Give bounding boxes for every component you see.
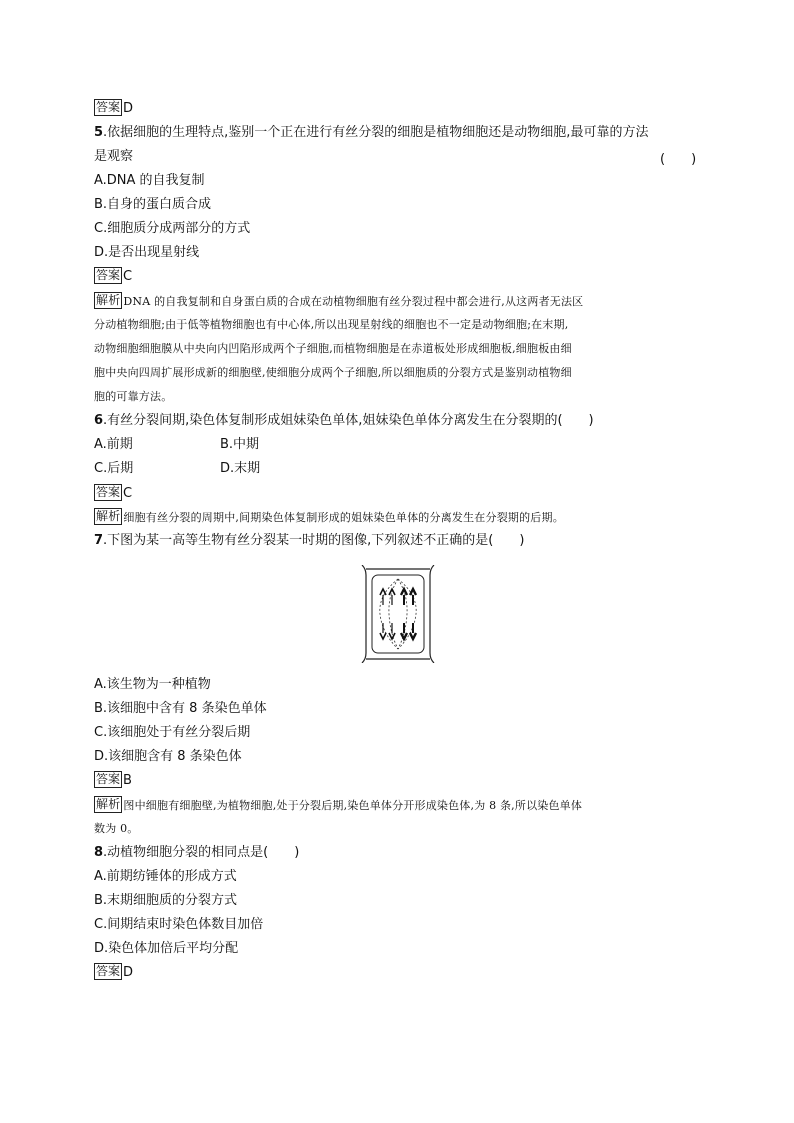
option-b: B.末期细胞质的分裂方式 (94, 893, 238, 908)
answer-line (94, 484, 132, 503)
option-a: A.DNA 的自我复制 (94, 173, 205, 188)
explanation-line: 胞中央向四周扩展形成新的细胞壁,使细胞分成两个子细胞,所以细胞质的分裂方式是鉴别动植物细 (94, 366, 572, 379)
answer-tag: 答案 (96, 964, 121, 978)
answer-line (94, 771, 132, 790)
answer-value: B (123, 773, 132, 788)
answer-line (94, 267, 132, 286)
explanation-text: 图中细胞有细胞壁,为植物细胞,处于分裂后期,染色单体分开形成染色体,为 8 条,所以染色单体 (123, 799, 583, 812)
option-d: D.末期 (220, 461, 261, 476)
explanation-line (94, 292, 583, 311)
option-c: C.后期 (94, 461, 134, 476)
option-c: C.细胞质分成两部分的方式 (94, 221, 251, 236)
explanation-text: DNA 的自我复制和自身蛋白质的合成在动植物细胞有丝分裂过程中都会进行,从这两者无法区 (123, 295, 584, 308)
answer-line (94, 99, 133, 118)
question-8-stem (94, 844, 299, 862)
option-d: D.染色体加倍后平均分配 (94, 941, 239, 956)
question-text: .依据细胞的生理特点,鉴别一个正在进行有丝分裂的细胞是植物细胞还是动物细胞,最可靠的方法 (103, 125, 649, 140)
explanation-tag: 解析 (96, 293, 121, 307)
option-c: C.间期结束时染色体数目加倍 (94, 917, 264, 932)
question-number: 7 (94, 533, 104, 548)
question-text: .有丝分裂间期,染色体复制形成姐妹染色单体,姐妹染色单体分离发生在分裂期的( ) (103, 413, 594, 428)
answer-value: C (123, 269, 133, 284)
option-b: B.该细胞中含有 8 条染色单体 (94, 701, 267, 716)
explanation-line (94, 796, 582, 815)
explanation-tag: 解析 (96, 797, 121, 811)
question-text: 是观察 (94, 149, 134, 164)
option-c: C.该细胞处于有丝分裂后期 (94, 725, 251, 740)
question-7-stem (94, 532, 524, 550)
question-number: 8 (94, 845, 104, 860)
option-d: D.该细胞含有 8 条染色体 (94, 749, 242, 764)
answer-paren: ( ) (660, 152, 697, 167)
explanation-line: 数为 0。 (94, 822, 139, 835)
explanation-text: 细胞有丝分裂的周期中,间期染色体复制形成的姐妹染色单体的分离发生在分裂期的后期。 (123, 511, 564, 524)
question-number: 5 (94, 125, 104, 140)
option-b: B.自身的蛋白质合成 (94, 197, 212, 212)
question-5-stem (94, 124, 648, 142)
answer-tag: 答案 (96, 772, 121, 786)
answer-line (94, 963, 133, 982)
question-text: .下图为某一高等生物有丝分裂某一时期的图像,下列叙述不正确的是( ) (103, 533, 525, 548)
answer-tag: 答案 (96, 268, 121, 282)
explanation-tag: 解析 (96, 509, 121, 523)
option-d: D.是否出现星射线 (94, 245, 200, 260)
answer-tag: 答案 (96, 100, 121, 114)
option-a: A.前期纺锤体的形成方式 (94, 869, 237, 884)
question-text: .动植物细胞分裂的相同点是( ) (103, 845, 300, 860)
answer-tag: 答案 (96, 485, 121, 499)
explanation-line (94, 508, 564, 527)
option-a: A.该生物为一种植物 (94, 677, 211, 692)
answer-value: D (123, 965, 134, 980)
answer-value: D (123, 101, 134, 116)
answer-value: C (123, 486, 133, 501)
explanation-line: 动物细胞细胞膜从中央向内凹陷形成两个子细胞,而植物细胞是在赤道板处形成细胞板,细胞板由细 (94, 342, 572, 355)
explanation-line: 胞的可靠方法。 (94, 390, 173, 403)
option-a: A.前期 (94, 437, 133, 452)
plant-cell-anaphase-diagram (360, 565, 436, 663)
question-number: 6 (94, 413, 104, 428)
explanation-line: 分动植物细胞;由于低等植物细胞也有中心体,所以出现星射线的细胞也不一定是动物细胞;在末期, (94, 318, 569, 331)
cell-division-figure (360, 565, 436, 667)
question-5-stem-cont (94, 148, 133, 166)
question-6-stem (94, 412, 594, 430)
option-b: B.中期 (220, 437, 260, 452)
